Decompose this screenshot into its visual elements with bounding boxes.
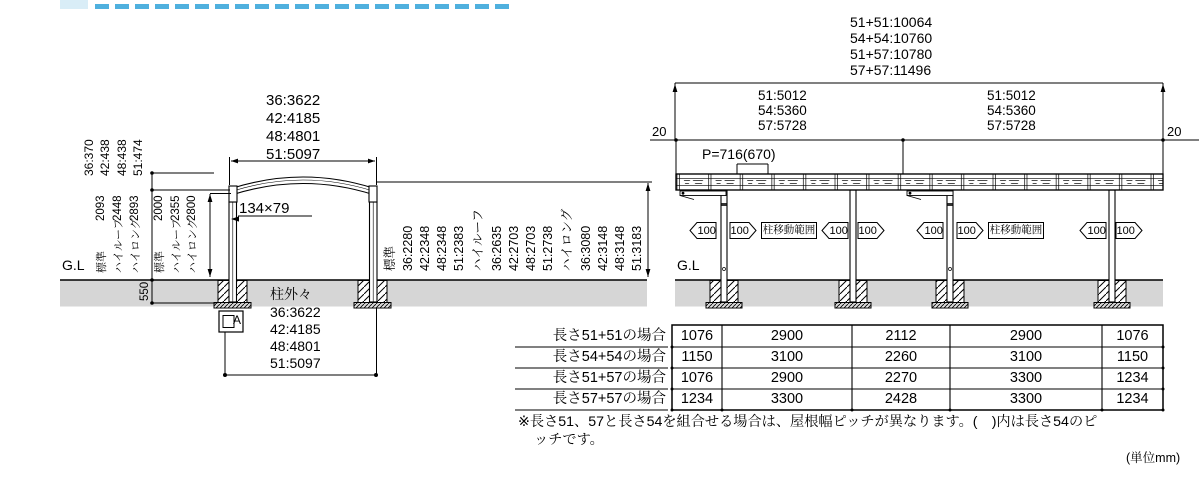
half-length-left: 54:5360: [758, 103, 807, 118]
column-move-range-box: 柱移動範囲: [761, 222, 817, 239]
table-cell: 3300: [1009, 370, 1043, 386]
half-length-left: 57:5728: [758, 118, 807, 133]
eave-height-outer: 2893: [129, 195, 141, 221]
right-view-linework: [650, 83, 1199, 308]
spec-label: ハイロング: [187, 218, 199, 273]
move-dim: 100: [858, 225, 877, 237]
side-height-item: 51:3183: [630, 225, 644, 271]
pitch-label: P=716(670): [702, 146, 776, 162]
table-cell: 2428: [884, 391, 918, 407]
table-cell: 1076: [680, 328, 714, 344]
side-height-item: 36:2635: [490, 225, 504, 271]
table-row-label: 長さ51+57の場合: [552, 370, 666, 386]
post-span-value: 36:3622: [270, 304, 321, 320]
spec-label: ハイルーフ: [171, 218, 183, 273]
side-height-item: ハイルーフ: [471, 209, 485, 271]
side-height-item: 42:2348: [418, 225, 432, 271]
table-cell: 2270: [884, 370, 918, 386]
roof-width-value: 42:4185: [266, 110, 321, 127]
move-dim: 100: [1087, 225, 1106, 237]
post-span-value: 48:4801: [270, 338, 321, 354]
side-height-item: 51:2738: [541, 225, 555, 271]
half-length-right: 54:5360: [987, 103, 1036, 118]
column-move-range-box: 柱移動範囲: [988, 222, 1044, 239]
side-height-item: 36:3080: [579, 225, 593, 271]
table-cell: 3300: [770, 391, 804, 407]
eave-height-outer: 2093: [95, 195, 107, 221]
side-height-item: 標準: [383, 245, 397, 271]
table-row-label: 長さ54+54の場合: [552, 349, 666, 365]
table-cell: 3300: [1009, 391, 1043, 407]
spec-label: ハイルーフ: [113, 218, 125, 273]
spec-label: ハイロング: [130, 218, 142, 273]
units-label: (単位mm): [1126, 451, 1181, 465]
side-height-item: ハイロング: [560, 208, 574, 271]
half-length-left: 51:5012: [758, 88, 807, 103]
move-dim: 100: [697, 225, 716, 237]
edge-gap-left: 20: [652, 124, 667, 139]
table-cell: 2260: [884, 349, 918, 365]
roof-rise-value: 48:438: [115, 139, 129, 176]
total-length: 51+51:10064: [850, 14, 933, 30]
table-cell: 1234: [1116, 370, 1149, 386]
post-span-label: 柱外々: [270, 286, 312, 302]
total-length: 57+57:11496: [850, 62, 932, 78]
table-cell: 1150: [1116, 349, 1149, 365]
side-height-item: 48:3148: [613, 225, 627, 271]
table-cell: 1150: [681, 349, 713, 365]
move-dim: 100: [730, 225, 749, 237]
move-dim: 100: [957, 225, 976, 237]
spec-label: 標準: [154, 251, 166, 273]
table-cell: 2900: [770, 328, 804, 344]
post-span-value: 42:4185: [270, 321, 321, 337]
side-height-item: 48:2703: [524, 225, 538, 271]
roof-rise-value: 51:474: [131, 139, 145, 176]
post-span-value: 51:5097: [270, 355, 321, 371]
side-height-item: 48:2348: [435, 225, 449, 271]
total-length: 54+54:10760: [850, 30, 933, 46]
move-dim: 100: [1116, 225, 1135, 237]
ground-line-label: G.L: [677, 257, 700, 273]
table-cell: 2900: [770, 370, 804, 386]
table-cell: 1076: [680, 370, 714, 386]
half-length-right: 51:5012: [987, 88, 1036, 103]
side-height-item: 42:3148: [596, 225, 610, 271]
footnote-line1: ※長さ51、57と長さ54を組合せる場合は、屋根幅ピッチが異なります。( )内は長さ54のピ: [518, 414, 1098, 430]
half-length-right: 57:5728: [987, 118, 1036, 133]
table-cell: 2112: [885, 328, 917, 344]
table-cell: 1234: [680, 391, 714, 407]
side-height-item: 42:2703: [507, 225, 521, 271]
roof-rise-value: 36:370: [82, 139, 96, 176]
roof-width-value: 48:4801: [266, 128, 321, 145]
roof-width-value: 51:5097: [266, 146, 321, 163]
table-cell: 2900: [1009, 328, 1043, 344]
table-cell: 1234: [1116, 391, 1149, 407]
spec-label: 標準: [96, 251, 108, 273]
roof-rise-value: 42:438: [98, 139, 112, 176]
detail-mark: A: [233, 313, 242, 327]
table-cell: 3100: [770, 349, 804, 365]
eave-height-inner: 2355: [170, 195, 182, 221]
side-height-item: 36:2280: [401, 225, 415, 271]
footnote-line2: ッチです。: [534, 432, 604, 448]
eave-height-outer: 2448: [112, 195, 124, 221]
eave-height-inner: 2000: [153, 195, 165, 221]
edge-gap-right: 20: [1167, 124, 1182, 139]
move-dim: 100: [924, 225, 943, 237]
beam-size-label: 134×79: [239, 200, 290, 217]
embed-depth-value: 550: [139, 281, 151, 301]
side-height-item: 51:2383: [452, 225, 466, 271]
total-length: 51+57:10780: [850, 46, 933, 62]
roof-width-value: 36:3622: [266, 92, 321, 109]
ground-line-label: G.L: [62, 257, 85, 273]
table-row-label: 長さ51+51の場合: [552, 328, 666, 344]
move-dim: 100: [829, 225, 848, 237]
table-row-label: 長さ57+57の場合: [552, 391, 666, 407]
eave-height-inner: 2800: [186, 195, 198, 221]
table-cell: 3100: [1009, 349, 1043, 365]
table-cell: 1076: [1116, 328, 1149, 344]
